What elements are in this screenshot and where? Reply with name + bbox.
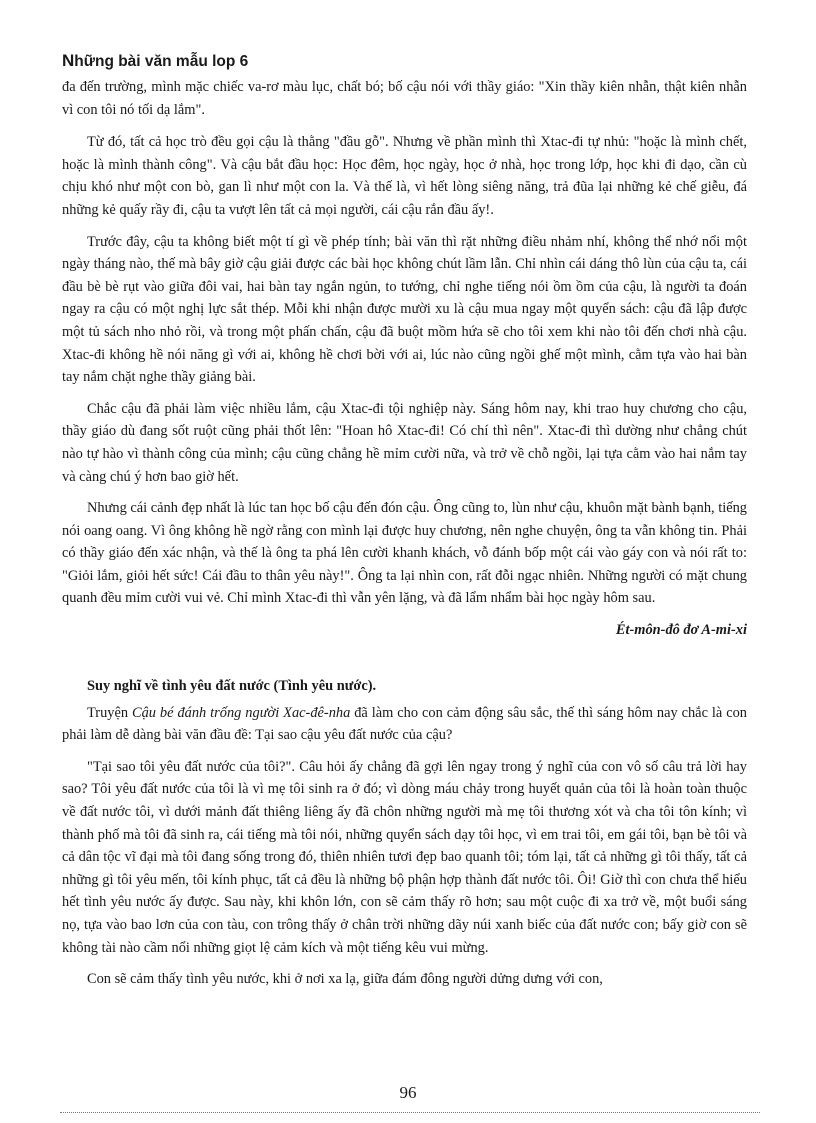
author-signature: Ét-môn-đô đơ A-mi-xi — [615, 622, 747, 639]
section-title: Suy nghĩ về tình yêu đất nước (Tình yêu nước). — [87, 678, 377, 695]
page-number: 96 — [399, 1083, 417, 1102]
paragraph-2: Từ đó, tất cả học trò đều gọi cậu là thằng "đầu gỗ". Nhưng về phần mình thì Xtac-đi tự nhủ: "hoặc là mình chết, hoặc là mình thành công". Và cậu bắt đầu học: Học đêm, học ngày, học ở nhà, học trong lớp, học khi đi dạo, cần cù chịu khó như một con bò, gan lì như một con la. Và thế là, vì hết lòng siêng năng, trả đũa lại những kẻ chế giễu, đá những kẻ quấy rầy đi, cậu ta vượt lên tất cả mọi người, cái cậu rắn đầu ấy!. — [62, 134, 747, 218]
story-title: Cậu bé đánh trống người Xac-đê-nha — [132, 704, 351, 721]
paragraph-4: Chắc cậu đã phải làm việc nhiều lắm, cậu Xtac-đi tội nghiệp này. Sáng hôm nay, khi trao huy chương cho cậu, thầy giáo dù đang sốt ruột cũng phải thốt lên: "Hoan hô Xtac-đi! Có chí thì nên". Xtac-đi thì dường như chẳng chút nào tự hào vì thành công của mình; cậu cũng chẳng hề mỉm cười nữa, và trở về chỗ ngồi, lại tựa cằm vào hai nắm tay và càng chú ý hơn bao giờ hết. — [62, 400, 747, 485]
section-intro — [62, 702, 747, 747]
intro-after: đã làm cho con cảm động sâu sắc, thế thì sáng hôm nay chắc là con phải làm dễ dàng bài văn đầu đề: Tại sao cậu yêu đất nước của cậu? — [62, 704, 748, 744]
header-title: hững bài văn mẫu lop 6 — [74, 53, 249, 70]
footer-divider — [60, 1112, 760, 1113]
header-first-letter: N — [62, 51, 75, 70]
paragraph-1: đa đến trường, mình mặc chiếc va-rơ màu lục, chất bó; bố cậu nói với thầy giáo: "Xin thầy kiên nhẫn, thật kiên nhẫn vì con tôi nó tối dạ lắm". — [62, 79, 747, 118]
paragraph-3: Trước đây, cậu ta không biết một tí gì về phép tính; bài văn thì rặt những điều nhảm nhí, không thể nhớ nổi một ngày tháng nào, thế mà bây giờ cậu giải được các bài học không chút lầm lẫn. Chỉ nhìn cái dáng thô lùn của cậu ta, cái đầu bè bè rụt vào giữa đôi vai, hai bàn tay ngắn ngủn, to tướng, chỉ nghe tiếng nói ồm ồm của cậu, là người ta đoán ngay ra cậu có một nghị lực sắt thép. Mỗi khi nhận được mười xu là cậu mua ngay một quyển sách: cậu đã lập được một tủ sách nho nhỏ rồi, và trong một phấn chấn, cậu đã buột mồm hứa sẽ cho tôi xem khi nào tôi đến chơi nhà cậu. Xtac-đi không hề nói năng gì với ai, không hề chơi bời với ai, lúc nào cũng ngồi ghế một mình, cằm tựa vào hai bàn tay nắm chặt nghe thầy giảng bài. — [62, 233, 747, 386]
document-page — [62, 50, 747, 1000]
document-header — [62, 50, 747, 73]
intro-before: Truyện — [87, 704, 132, 721]
paragraph-5: Nhưng cái cảnh đẹp nhất là lúc tan học bố cậu đến đón cậu. Ông cũng to, lùn như cậu, khuôn mặt bành bạnh, tiếng nói oang oang. Vì ông không hề ngờ rằng con mình lại được huy chương, nên nghe chuyện, ông ta vẫn không tin. Phải có thầy giáo đến xác nhận, và thế là ông ta phá lên cười khanh khách, vỗ đánh bốp một cái vào gáy con và nói rất to: "Giỏi lắm, giỏi hết sức! Cái đầu to thân yêu này!". Ông ta lại nhìn con, rất đỗi ngạc nhiên. Những người có mặt chung quanh đều mỉm cười vui vẻ. Chỉ mình Xtac-đi thì vẫn yên lặng, và đã lẩm nhẩm bài học ngày hôm sau. — [62, 500, 747, 607]
section-paragraph-1: "Tại sao tôi yêu đất nước của tôi?". Câu hỏi ấy chẳng đã gợi lên ngay trong ý nghĩ của con vô số câu trả lời hay sao? Tôi yêu đất nước của tôi là vì mẹ tôi sinh ra ở đó; vì dòng máu chảy trong huyết quản của tôi là hoàn toàn thuộc về đất nước tôi, vì dưới mảnh đất thiêng liêng ấy đã chôn những người mà mẹ tôi thương xót và cha tôi tôn kính; vì thành phố mà tôi đã sinh ra, cái tiếng mà tôi nói, những quyển sách dạy tôi học, vì em trai tôi, em gái tôi, bạn bè tôi và cả dân tộc vĩ đại mà tôi đang sống trong đó, thiên nhiên tươi đẹp bao quanh tôi; tóm lại, tất cả những gì tôi thấy, tất cả những gì tôi yêu mến, tôi kính phục, tất cả đều là những bộ phận hợp thành đất nước tôi. Ôi! Giờ thì con chưa thể hiểu hết tình yêu nước ấy được. Sau này, khi khôn lớn, con sẽ cảm thấy rõ hơn; sau một cuộc đi xa trở về, một buổi sáng nọ, tựa vào bao lơn của con tàu, con trông thấy ở chân trời những dãy núi xanh biếc của đất nước con; bấy giờ con sẽ không tài nào cầm nổi những giọt lệ cảm kích và một tiếng kêu vui mừng. — [62, 758, 747, 956]
section-paragraph-2: Con sẽ cảm thấy tình yêu nước, khi ở nơi xa lạ, giữa đám đông người dửng dưng với con, — [87, 971, 603, 988]
